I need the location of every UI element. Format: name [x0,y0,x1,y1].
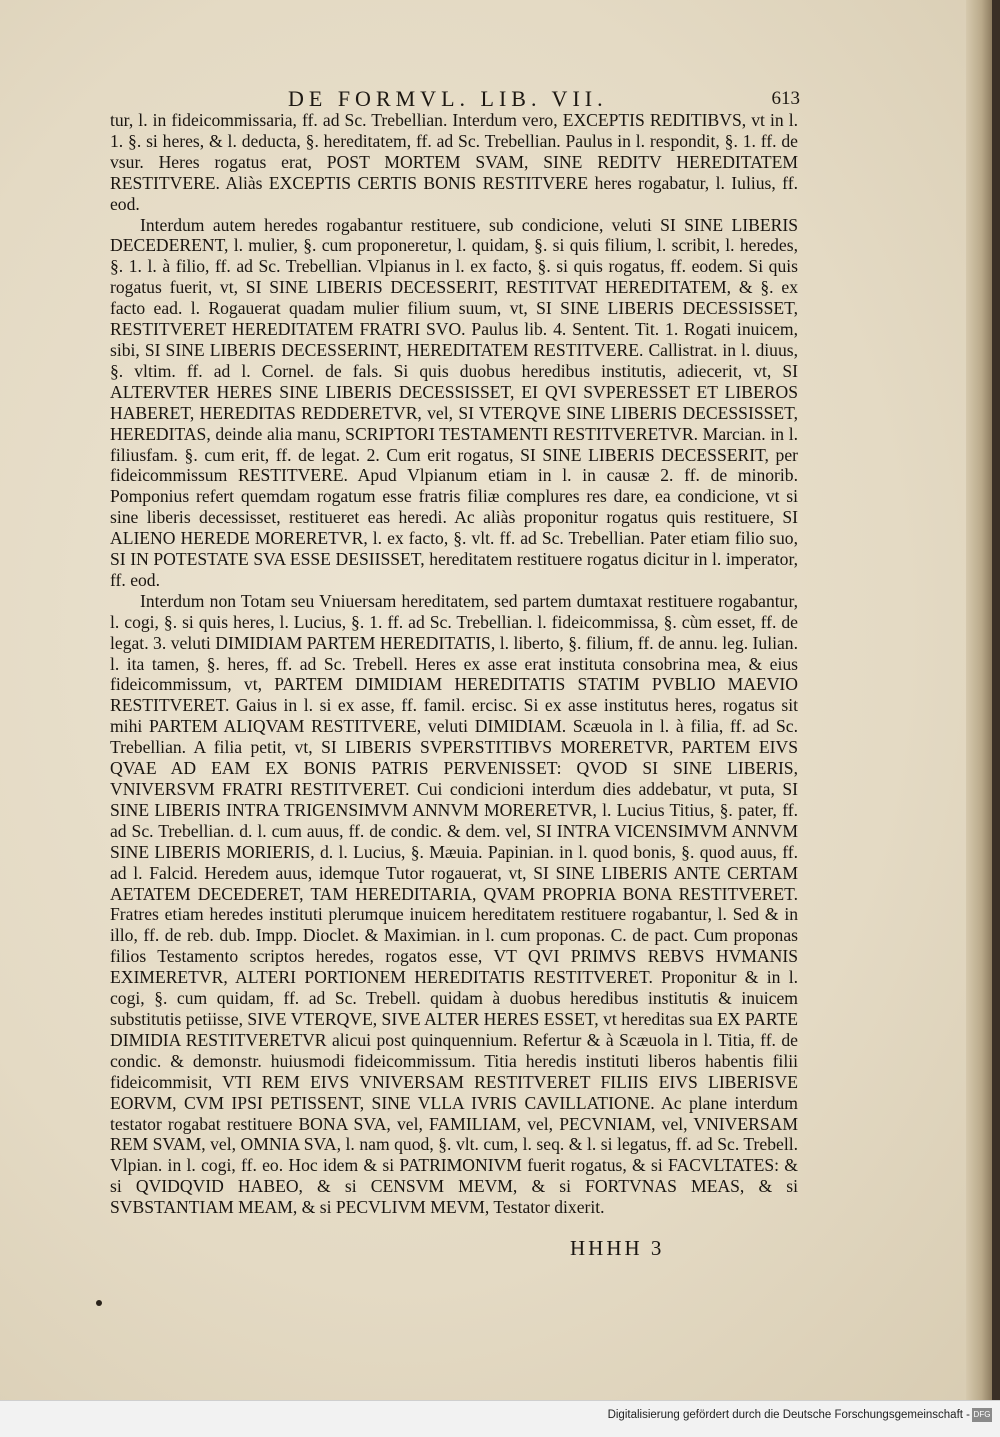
body-text [110,110,798,1218]
dfg-logo-icon: DFG [972,1408,992,1422]
paragraph-3: Interdum non Totam seu Vniuersam hereditatem, sed partem dumtaxat restituere rogabantur, l. cogi, §. si quis heres, l. Lucius, §. 1. ff. ad Sc. Trebellian. l. fideicommissa, §. cùm esset, ff. de legat. 3. veluti DIMIDIAM PARTEM HEREDITATIS, l. liberto, §. filium, ff. de annu. leg. Iulian. l. ita tamen, §. heres, ff. ad Sc. Trebell. Heres ex asse erat instituta consobrina mea, & eius fideicommissum, vt, PARTEM DIMIDIAM HEREDITATIS STATIM PVBLIO MAEVIO RESTITVERET. Gaius in l. si ex asse, ff. famil. ercisc. Si ex asse institutus heres, rogatus sit mihi PARTEM ALIQVAM RESTITVERE, veluti DIMIDIAM. Scæuola in l. à filia, ff. ad Sc. Trebellian. A filia petit, vt, SI LIBERIS SVPERSTITIBVS MORERETVR, PARTEM EIVS QVAE AD EAM EX BONIS PATRIS PERVENISSET: QVOD SI SINE LIBERIS, VNIVERSVM FRATRI RESTITVERET. Cui condicioni interdum dies addebatur, vt puta, SI SINE LIBERIS INTRA TRIGENSIMVM ANNVM MORERETVR, l. Lucius Titius, §. pater, ff. ad Sc. Trebellian. d. l. cum auus, ff. de condic. & dem. vel, SI INTRA VICENSIMVM ANNVM SINE LIBERIS MORIERIS, d. l. Lucius, §. Mæuia. Papinian. in l. quod bonis, §. quod auus, ff. ad l. Falcid. Heredem auus, idemque Tutor rogauerat, vt, SI SINE LIBERIS ANTE CERTAM AETATEM DECEDERET, TAM HEREDITARIA, QVAM PROPRIA BONA RESTITVERET. Fratres etiam heredes instituti plerumque inuicem hereditatem restituere rogabantur, l. Sed & in illo, ff. de reb. dub. Impp. Dioclet. & Maximian. in l. cum proponas. C. de pact. Cum proponas filios Testamento scriptos heredes, rogatos esse, VT QVI PRIMVS REBVS HVMANIS EXIMERETVR, ALTERI PORTIONEM HEREDITATIS RESTITVERET. Proponitur & in l. cogi, §. cum quidam, ff. ad Sc. Trebell. quidam à duobus heredibus institutis & inuicem substitutis petiisse, SIVE VTERQVE, SIVE ALTER HERES ESSET, vt hereditas sua EX PARTE DIMIDIA RESTITVERETVR alicui post quinquennium. Refertur & à Scæuola in l. Titia, ff. de condic. & demonstr. huiusmodi fideicommissum. Titia heredis instituti liberos habentis filii fideicommisit, VTI REM EIVS VNIVERSAM RESTITVERET FILIIS EIVS LIBERISVE EORVM, CVM IPSI PETISSENT, SINE VLLA IVRIS CAVILLATIONE. Ac plane interdum testator rogabat restituere BONA SVA, vel, FAMILIAM, vel, PECVNIAM, vel, VNIVERSAM REM SVAM, vel, OMNIA SVA, l. nam quod, §. vlt. cum, l. seq. & l. si legatus, ff. ad Sc. Trebell. Vlpian. in l. cogi, ff. eo. Hoc idem & si PATRIMONIVM fuerit rogatus, & si FACVLTATES: & si QVIDQVID HABEO, & si CENSVM MEVM, & si FORTVNAS MEAS, & si SVBSTANTIAM MEAM, & si PECVLIVM MEVM, Testator dixerit. [110,590,798,1218]
page-number: 613 [771,88,800,109]
signature-mark: HHHH 3 [570,1236,665,1260]
funding-note: Digitalisierung gefördert durch die Deutsche Forschungsgemeinschaft - [607,1409,970,1421]
ink-spot [96,1300,102,1306]
paragraph-2: Interdum autem heredes rogabantur restituere, sub condicione, veluti SI SINE LIBERIS DECEDERENT, l. mulier, §. cum proponeretur, l. quidam, §. si quis filium, l. scribit, l. heredes, §. 1. l. à filio, ff. ad Sc. Trebellian. Vlpianus in l. ex facto, §. si quis rogatus, ff. eodem. Si quis rogatus fuerit, vt, SI SINE LIBERIS DECESSERIT, RESTITVAT HEREDITATEM, & §. ex facto ead. l. Rogauerat quadam mulier filium suum, vt, SI SINE LIBERIS DECESSISSET, RESTITVERET HEREDITATEM FRATRI SVO. Paulus lib. 4. Sentent. Tit. 1. Rogati inuicem, sibi, SI SINE LIBERIS DECESSERINT, HEREDITATEM RESTITVERE. Callistrat. in l. diuus, §. vltim. ff. ad l. Cornel. de fals. Si quis duobus heredibus institutis, adiecerit, vt, SI ALTERVTER HERES SINE LIBERIS DECESSISSET, EI QVI SVPERESSET ET LIBEROS HABERET, HEREDITAS REDDERETVR, vel, SI VTERQVE SINE LIBERIS DECESSISSET, HEREDITAS, deinde alia manu, SCRIPTORI TESTAMENTI RESTITVERETVR. Marcian. in l. filiusfam. §. cum erit, ff. de legat. 2. Cum erit rogatus, SI SINE LIBERIS DECESSERIT, per fideicommissum RESTITVERE. Apud Vlpianum etiam in l. in causæ 2. ff. de minorib. Pomponius refert quemdam rogatum esse fratris filiæ complures res dare, ea condicione, vt si sine liberis decessisset, restitueret eas heredi. Ac aliàs proponitur rogatus quis restituere, SI ALIENO HEREDE MORERETVR, l. ex facto, §. vlt. ff. ad Sc. Trebellian. Pater etiam filio suo, SI IN POTESTATE SVA ESSE DESIISSET, hereditatem restituere rogatus dicitur in l. imperator, ff. eod. [110,214,798,590]
running-head: DE FORMVL. LIB. VII. [288,86,608,111]
paragraph-1: tur, l. in fideicommissaria, ff. ad Sc. Trebellian. Interdum vero, EXCEPTIS REDITIBVS, vt in l. 1. §. si heres, & l. deducta, §. hereditatem, ff. ad Sc. Trebellian. Paulus in l. respondit, §. 1. ff. de vsur. Heres rogatus erat, POST MORTEM SVAM, SINE REDITV HEREDITATEM RESTITVERE. Aliàs EXCEPTIS CERTIS BONIS RESTITVERE heres rogabatur, l. Iulius, ff. eod. [110,110,798,214]
page-edge-shadow [966,0,992,1400]
